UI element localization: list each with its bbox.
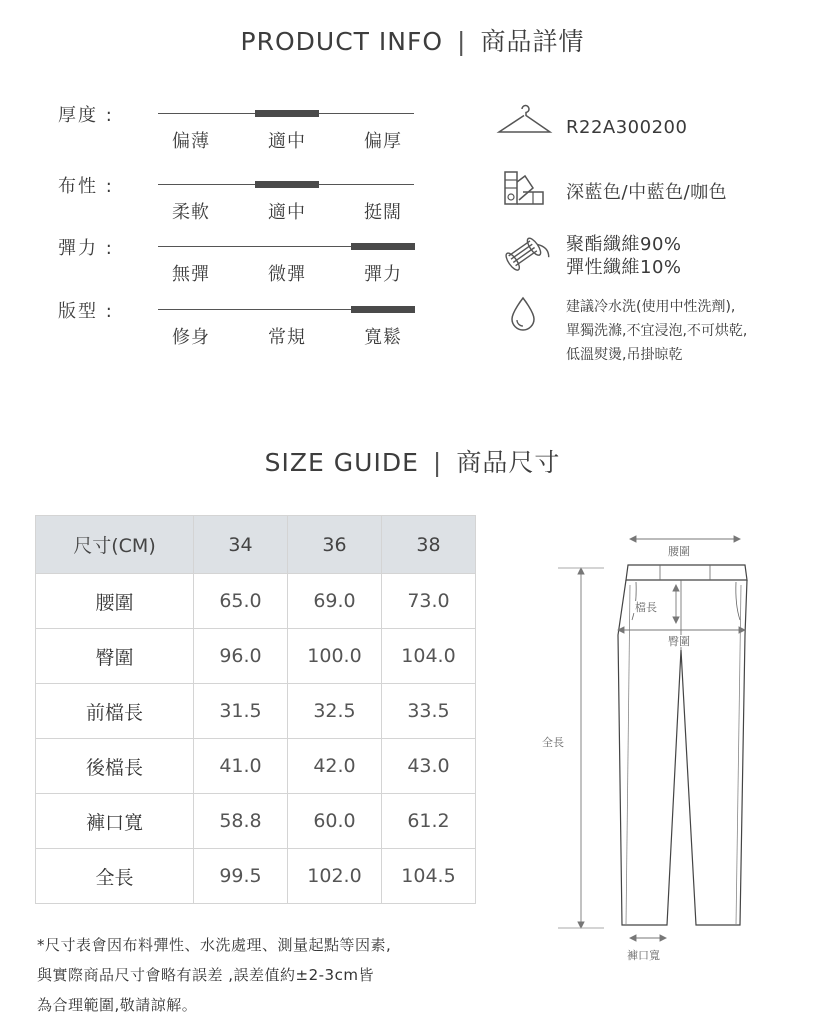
table-cell: 73.0: [382, 574, 476, 629]
table-cell: 61.2: [382, 794, 476, 849]
size-guide-title-en: SIZE GUIDE: [264, 448, 419, 477]
product-colors: 深藍色/中藍色/咖色: [566, 182, 728, 203]
size-guide-title: [0, 443, 825, 479]
thread-spool-icon: [500, 232, 550, 274]
attribute-option: 無彈: [172, 264, 210, 285]
product-code: R22A300200: [566, 117, 688, 138]
table-row: [36, 794, 476, 849]
table-cell: 43.0: [382, 739, 476, 794]
table-header-cell: 38: [382, 516, 476, 574]
table-cell: 32.5: [288, 684, 382, 739]
size-note-line: *尺寸表會因布料彈性、水洗處理、測量起點等因素,: [37, 936, 392, 954]
table-row: [36, 629, 476, 684]
attribute-option: 適中: [268, 131, 306, 152]
table-row-label: 前檔長: [36, 684, 194, 739]
table-cell: 104.0: [382, 629, 476, 684]
color-swatch-icon: [503, 170, 545, 208]
title-divider: |: [457, 27, 467, 56]
table-cell: 96.0: [194, 629, 288, 684]
product-info-title-en: PRODUCT INFO: [240, 27, 444, 56]
attribute-option: 柔軟: [172, 202, 210, 223]
table-header-cell: 尺寸(CM): [36, 516, 194, 574]
diagram-label-rise: 檔長: [635, 601, 657, 614]
product-info-title-zh: 商品詳情: [480, 27, 585, 56]
care-line-1: 建議冷水洗(使用中性洗劑),: [566, 299, 736, 315]
table-row-label: 後檔長: [36, 739, 194, 794]
pants-outline: [618, 580, 747, 925]
table-cell: 31.5: [194, 684, 288, 739]
pants-measurement-diagram: [540, 525, 770, 975]
size-guide-title-zh: 商品尺寸: [456, 448, 561, 477]
table-header-cell: 36: [288, 516, 382, 574]
attribute-option: 修身: [172, 327, 210, 348]
table-row-label: 全長: [36, 849, 194, 904]
hanger-icon: [496, 100, 554, 136]
attribute-option: 挺闊: [364, 202, 402, 223]
attribute-label: 布性 :: [58, 176, 114, 197]
attribute-option: 偏薄: [172, 131, 210, 152]
table-row-label: 腰圍: [36, 574, 194, 629]
title-divider: |: [432, 448, 443, 477]
product-info-title: [0, 22, 825, 58]
table-cell: 42.0: [288, 739, 382, 794]
attribute-label: 彈力 :: [58, 238, 114, 259]
table-cell: 41.0: [194, 739, 288, 794]
table-cell: 69.0: [288, 574, 382, 629]
table-cell: 65.0: [194, 574, 288, 629]
attribute-option: 微彈: [268, 264, 306, 285]
table-row: [36, 739, 476, 794]
care-line-2: 單獨洗滌,不宜浸泡,不可烘乾,: [566, 323, 748, 339]
attribute-option: 偏厚: [364, 131, 402, 152]
table-cell: 33.5: [382, 684, 476, 739]
table-row: [36, 849, 476, 904]
diagram-label-hem: 褲口寬: [627, 949, 660, 962]
attribute-option: 彈力: [364, 264, 402, 285]
size-note: [37, 930, 391, 1020]
table-cell: 104.5: [382, 849, 476, 904]
attribute-option: 適中: [268, 202, 306, 223]
material-line-1: 聚酯纖維90%: [566, 234, 682, 255]
diagram-label-waist: 腰圍: [668, 545, 690, 558]
table-row-label: 臀圍: [36, 629, 194, 684]
attribute-selected-marker: [255, 181, 319, 188]
diagram-label-length: 全長: [542, 736, 564, 749]
table-cell: 99.5: [194, 849, 288, 904]
waistband-shape: [626, 565, 747, 580]
table-row: [36, 574, 476, 629]
table-cell: 58.8: [194, 794, 288, 849]
table-row-label: 褲口寬: [36, 794, 194, 849]
attribute-selected-marker: [351, 306, 415, 313]
attribute-option: 常規: [268, 327, 306, 348]
size-note-line: 為合理範圍,敬請諒解。: [37, 996, 198, 1014]
table-header-row: [36, 516, 476, 574]
table-header-cell: 34: [194, 516, 288, 574]
attribute-selected-marker: [351, 243, 415, 250]
size-note-line: 與實際商品尺寸會略有誤差 ,誤差值約±2-3cm皆: [37, 966, 374, 984]
attribute-option: 寬鬆: [364, 327, 402, 348]
table-cell: 100.0: [288, 629, 382, 684]
table-cell: 60.0: [288, 794, 382, 849]
attribute-label: 厚度 :: [58, 105, 114, 126]
water-drop-icon: [508, 296, 538, 332]
attribute-selected-marker: [255, 110, 319, 117]
attribute-label: 版型 :: [58, 301, 114, 322]
size-table: [35, 515, 476, 904]
table-row: [36, 684, 476, 739]
diagram-label-hip: 臀圍: [668, 635, 690, 648]
material-line-2: 彈性纖維10%: [566, 257, 682, 278]
care-line-3: 低溫熨燙,吊掛晾乾: [566, 347, 683, 363]
table-cell: 102.0: [288, 849, 382, 904]
